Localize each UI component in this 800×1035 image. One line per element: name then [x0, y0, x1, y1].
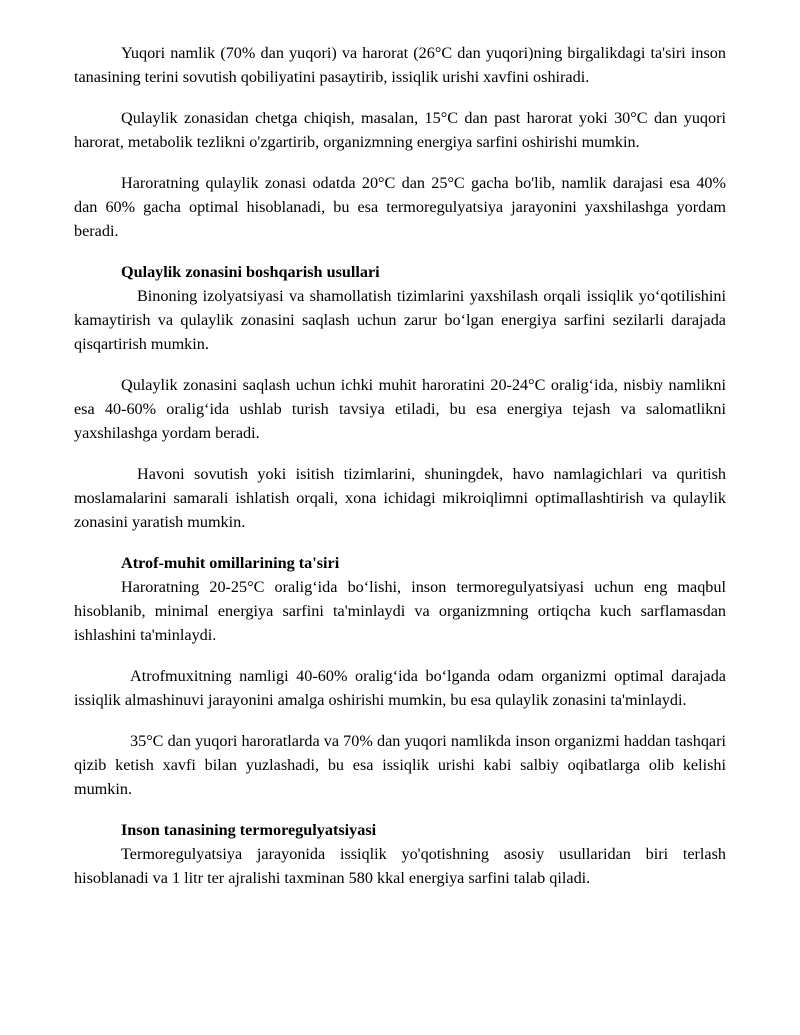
paragraph: Binoning izolyatsiyasi va shamollatish tizimlarini yaxshilash orqali issiqlik yoʻqotilishini kamaytirish va qulaylik zonasini saqlash uchun zarur boʻlgan energiya sarfini sezilarli darajada qisqartirish mumkin.	[74, 287, 726, 353]
paragraph: Haroratning 20-25°C oraligʻida boʻlishi, inson termoregulyatsiyasi uchun eng maqbul hisoblanib, minimal energiya sarfini ta'minlaydi va organizmning ortiqcha kuch sarflamasdan ishlashini ta'minlaydi.	[74, 578, 726, 644]
paragraph: Haroratning qulaylik zonasi odatda 20°C dan 25°C gacha bo'lib, namlik darajasi esa 40% dan 60% gacha optimal hisoblanadi, bu esa termoregulyatsiya jarayonini yaxshilashga yordam beradi.	[74, 174, 726, 240]
paragraph: Qulaylik zonasidan chetga chiqish, masalan, 15°C dan past harorat yoki 30°C dan yuqori harorat, metabolik tezlikni o'zgartirib, organizmning energiya sarfini oshirishi mumkin.	[74, 109, 726, 151]
paragraph: 35°C dan yuqori haroratlarda va 70% dan yuqori namlikda inson organizmi haddan tashqari qizib ketish xavfi bilan yuzlashadi, bu esa issiqlik urishi kabi salbiy oqibatlarga olib kelishi mumkin.	[74, 732, 726, 798]
paragraph: Yuqori namlik (70% dan yuqori) va harorat (26°C dan yuqori)ning birgalikdagi ta'siri inson tanasining terini sovutish qobiliyatini pasaytirib, issiqlik urishi xavfini oshiradi.	[74, 44, 726, 86]
section-heading: Atrof-muhit omillarining ta'siri	[121, 554, 340, 572]
document-page	[74, 41, 726, 890]
paragraph: Qulaylik zonasini saqlash uchun ichki muhit haroratini 20-24°C oraligʻida, nisbiy namlikni esa 40-60% oraligʻida ushlab turish tavsiya etiladi, bu esa energiya tejash va salomatlikni yaxshilashga yordam beradi.	[74, 376, 726, 442]
paragraph: Termoregulyatsiya jarayonida issiqlik yo'qotishning asosiy usullaridan biri terlash hisoblanadi va 1 litr ter ajralishi taxminan 580 kkal energiya sarfini talab qiladi.	[74, 845, 726, 887]
section-heading: Inson tanasining termoregulyatsiyasi	[121, 821, 377, 839]
paragraph: Atrofmuxitning namligi 40-60% oraligʻida boʻlganda odam organizmi optimal darajada issiqlik almashinuvi jarayonini amalga oshirishi mumkin, bu esa qulaylik zonasini ta'minlaydi.	[74, 667, 726, 709]
section-heading: Qulaylik zonasini boshqarish usullari	[121, 263, 380, 281]
paragraph: Havoni sovutish yoki isitish tizimlarini, shuningdek, havo namlagichlari va quritish moslamalarini samarali ishlatish orqali, xona ichidagi mikroiqlimni optimallashtirish va qulaylik zonasini yaratish mumkin.	[74, 465, 726, 531]
